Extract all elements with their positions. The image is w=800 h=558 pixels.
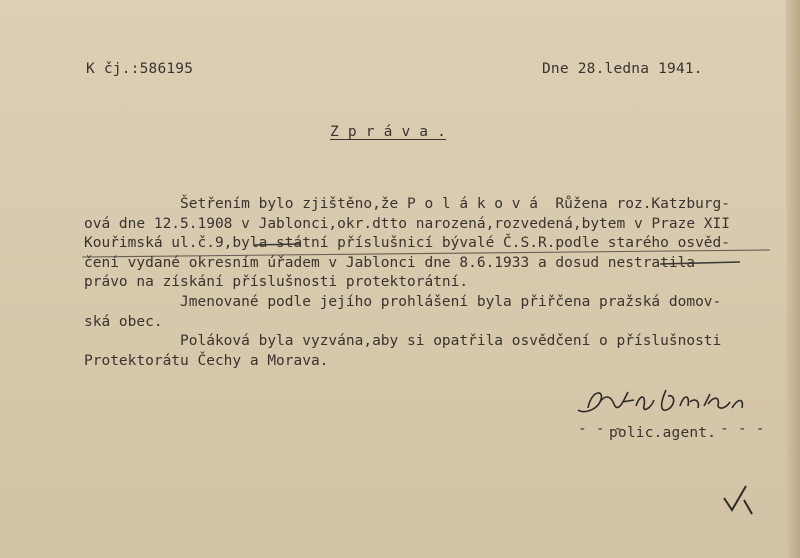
signature-block xyxy=(570,380,790,450)
handwritten-signature xyxy=(570,380,790,425)
body-line: čení vydané okresním úřadem v Jablonci dne 8.6.1933 a dosud nestratila xyxy=(84,254,696,271)
body-line: Šetřením bylo zjištěno,že P o l á k o v á Růžena roz.Katzburg- xyxy=(84,196,731,212)
reference-number: K čj.:586195 xyxy=(86,61,194,77)
signature-role: polic.agent. xyxy=(609,425,717,441)
body-line: Poláková byla vyzvána,aby si opatřila osvědčení o příslušnosti xyxy=(84,333,722,350)
signature-dashes-right: - - - xyxy=(720,421,765,437)
body-line: právo na získání příslušnosti protektorátní. xyxy=(84,274,469,291)
body-line: ská obec. xyxy=(84,313,163,330)
pen-mark-icon xyxy=(720,480,760,520)
document-date: Dne 28.ledna 1941. xyxy=(542,61,703,77)
body-line: Kouřimská ul.č.9,byla státní příslušnicí bývalé Č.S.R.podle starého osvěd- xyxy=(84,235,731,252)
document-title: Z p r á v a . xyxy=(330,124,447,140)
body-line: Jmenované podle jejího prohlášení byla přiřčena pražská domov- xyxy=(84,293,722,310)
signature-dashes-left: - - - xyxy=(578,421,623,437)
body-line: ová dne 12.5.1908 v Jablonci,okr.dtto narozená,rozvedená,bytem v Praze XII xyxy=(84,215,731,232)
body-line: Protektorátu Čechy a Morava. xyxy=(84,352,329,369)
